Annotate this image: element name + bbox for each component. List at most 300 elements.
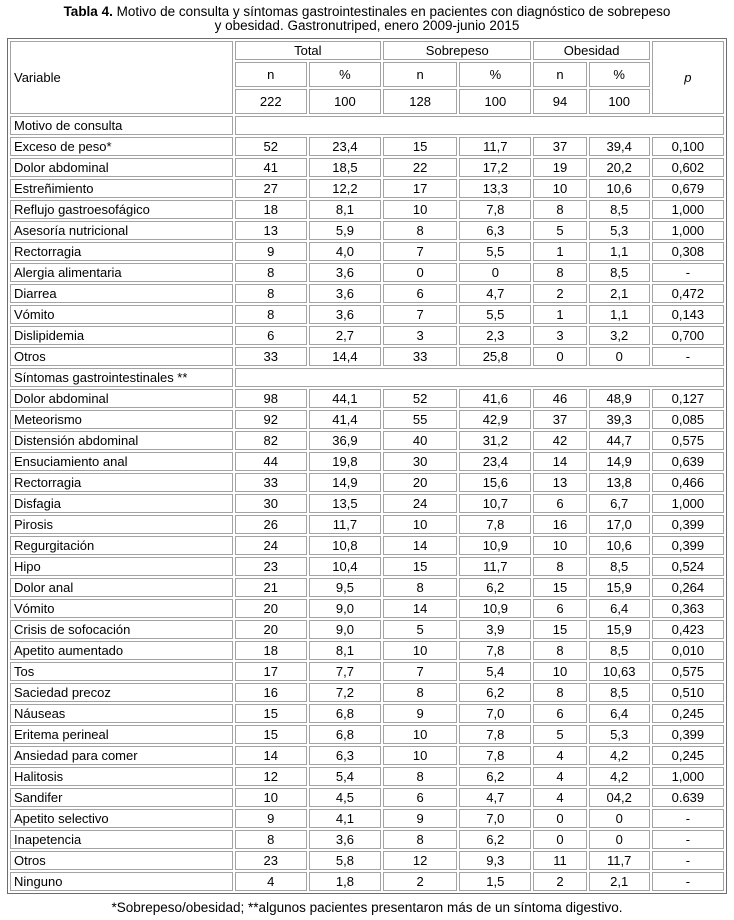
value-cell: 0,010 xyxy=(652,641,724,660)
value-cell: 0,700 xyxy=(652,326,724,345)
value-cell: 8,5 xyxy=(589,200,650,219)
value-cell: - xyxy=(652,263,724,282)
value-cell: 6,8 xyxy=(309,725,381,744)
value-cell: 33 xyxy=(235,473,307,492)
variable-cell: Náuseas xyxy=(10,704,233,723)
variable-cell: Asesoría nutricional xyxy=(10,221,233,240)
variable-cell: Distensión abdominal xyxy=(10,431,233,450)
data-table xyxy=(7,38,727,894)
variable-cell: Alergia alimentaria xyxy=(10,263,233,282)
table-row xyxy=(10,872,724,891)
value-cell: 17 xyxy=(383,179,457,198)
value-cell: 16 xyxy=(533,515,586,534)
value-cell: 23 xyxy=(235,557,307,576)
value-cell: - xyxy=(652,872,724,891)
table-row xyxy=(10,515,724,534)
value-cell: 41,6 xyxy=(459,389,531,408)
value-cell: 37 xyxy=(533,137,586,156)
value-cell: 0 xyxy=(589,830,650,849)
section-label: Motivo de consulta xyxy=(10,116,233,135)
table-row xyxy=(10,389,724,408)
value-cell: 0 xyxy=(533,809,586,828)
value-cell: 0,363 xyxy=(652,599,724,618)
table-row xyxy=(10,158,724,177)
value-cell: 55 xyxy=(383,410,457,429)
value-cell: 6 xyxy=(383,284,457,303)
value-cell: 5,4 xyxy=(459,662,531,681)
value-cell: 44,1 xyxy=(309,389,381,408)
value-cell: 41 xyxy=(235,158,307,177)
value-cell: 2,7 xyxy=(309,326,381,345)
table-row xyxy=(10,221,724,240)
table-row xyxy=(10,683,724,702)
value-cell: 0,127 xyxy=(652,389,724,408)
value-cell: 10 xyxy=(383,515,457,534)
value-cell: 18 xyxy=(235,200,307,219)
value-cell: 0,602 xyxy=(652,158,724,177)
value-cell: 12 xyxy=(235,767,307,786)
value-cell: 10,9 xyxy=(459,536,531,555)
value-cell: 20 xyxy=(235,620,307,639)
value-cell: 1,1 xyxy=(589,242,650,261)
value-cell: 82 xyxy=(235,431,307,450)
value-cell: 20,2 xyxy=(589,158,650,177)
value-cell: 10 xyxy=(533,179,586,198)
value-cell: 14 xyxy=(533,452,586,471)
value-cell: 13,5 xyxy=(309,494,381,513)
variable-cell: Ansiedad para comer xyxy=(10,746,233,765)
value-cell: 0,085 xyxy=(652,410,724,429)
col-header-p: p xyxy=(652,41,724,114)
value-cell: 5,9 xyxy=(309,221,381,240)
value-cell: 7 xyxy=(383,242,457,261)
value-cell: 0,510 xyxy=(652,683,724,702)
table-row xyxy=(10,242,724,261)
value-cell: 5,4 xyxy=(309,767,381,786)
value-cell: - xyxy=(652,830,724,849)
variable-cell: Dolor anal xyxy=(10,578,233,597)
value-cell: 0,399 xyxy=(652,536,724,555)
value-cell: 8,5 xyxy=(589,683,650,702)
subheader-sobrepeso-pct: % xyxy=(459,62,531,87)
value-cell: 0,639 xyxy=(652,452,724,471)
col-group-sobrepeso: Sobrepeso xyxy=(383,41,531,60)
value-cell: 0,399 xyxy=(652,515,724,534)
table-row xyxy=(10,557,724,576)
value-cell: 1,000 xyxy=(652,221,724,240)
value-cell: 6,8 xyxy=(309,704,381,723)
value-cell: 3,2 xyxy=(589,326,650,345)
value-cell: 8 xyxy=(533,263,586,282)
value-cell: 0,575 xyxy=(652,662,724,681)
table-row xyxy=(10,746,724,765)
value-cell: 14 xyxy=(383,599,457,618)
value-cell: 3,6 xyxy=(309,263,381,282)
value-cell: 9 xyxy=(383,704,457,723)
value-cell: 7 xyxy=(383,305,457,324)
value-cell: 15 xyxy=(235,704,307,723)
value-cell: 20 xyxy=(235,599,307,618)
value-cell: 20 xyxy=(383,473,457,492)
value-cell: - xyxy=(652,347,724,366)
section-label: Síntomas gastrointestinales ** xyxy=(10,368,233,387)
table-row xyxy=(10,662,724,681)
value-cell: 0,679 xyxy=(652,179,724,198)
value-cell: 98 xyxy=(235,389,307,408)
value-cell: 1 xyxy=(533,242,586,261)
variable-cell: Eritema perineal xyxy=(10,725,233,744)
value-cell: 8 xyxy=(235,305,307,324)
value-cell: 6 xyxy=(533,704,586,723)
variable-cell: Meteorismo xyxy=(10,410,233,429)
value-cell: 8 xyxy=(235,263,307,282)
value-cell: 4,5 xyxy=(309,788,381,807)
value-cell: 1,000 xyxy=(652,767,724,786)
table-row xyxy=(10,179,724,198)
value-cell: 42 xyxy=(533,431,586,450)
table-row xyxy=(10,536,724,555)
value-cell: 8 xyxy=(383,578,457,597)
table-row xyxy=(10,431,724,450)
value-cell: 1,000 xyxy=(652,494,724,513)
col-group-obesidad: Obesidad xyxy=(533,41,649,60)
value-cell: 4,1 xyxy=(309,809,381,828)
value-cell: 5,5 xyxy=(459,305,531,324)
table-title-line2: y obesidad. Gastronutriped, enero 2009-junio 2015 xyxy=(214,18,520,33)
value-cell: 0,524 xyxy=(652,557,724,576)
variable-cell: Ensuciamiento anal xyxy=(10,452,233,471)
value-cell: 15 xyxy=(533,620,586,639)
variable-cell: Dolor abdominal xyxy=(10,158,233,177)
value-cell: 33 xyxy=(383,347,457,366)
variable-cell: Crisis de sofocación xyxy=(10,620,233,639)
value-cell: 4 xyxy=(533,767,586,786)
value-cell: 10,9 xyxy=(459,599,531,618)
value-cell: 13 xyxy=(533,473,586,492)
value-cell: 0,575 xyxy=(652,431,724,450)
section-empty-cell xyxy=(235,116,724,135)
value-cell: 3,6 xyxy=(309,830,381,849)
value-cell: 9 xyxy=(383,809,457,828)
value-cell: 22 xyxy=(383,158,457,177)
value-cell: 10 xyxy=(383,200,457,219)
value-cell: 6 xyxy=(533,599,586,618)
variable-cell: Halitosis xyxy=(10,767,233,786)
value-cell: 0 xyxy=(383,263,457,282)
value-cell: 6,2 xyxy=(459,683,531,702)
variable-cell: Saciedad precoz xyxy=(10,683,233,702)
table-row xyxy=(10,347,724,366)
value-cell: 15,6 xyxy=(459,473,531,492)
variable-cell: Hipo xyxy=(10,557,233,576)
value-cell: 6,4 xyxy=(589,599,650,618)
variable-cell: Apetito selectivo xyxy=(10,809,233,828)
value-cell: 7,7 xyxy=(309,662,381,681)
value-cell: 18,5 xyxy=(309,158,381,177)
value-cell: 48,9 xyxy=(589,389,650,408)
table-row xyxy=(10,851,724,870)
value-cell: 24 xyxy=(383,494,457,513)
value-cell: 0,245 xyxy=(652,746,724,765)
table-row xyxy=(10,200,724,219)
value-cell: 6 xyxy=(383,788,457,807)
value-cell: 8 xyxy=(533,557,586,576)
value-cell: 5,3 xyxy=(589,221,650,240)
value-cell: 19,8 xyxy=(309,452,381,471)
variable-cell: Regurgitación xyxy=(10,536,233,555)
variable-cell: Estreñimiento xyxy=(10,179,233,198)
table-row xyxy=(10,620,724,639)
value-cell: 14,9 xyxy=(309,473,381,492)
value-cell: 6,2 xyxy=(459,767,531,786)
value-cell: 10,6 xyxy=(589,536,650,555)
value-cell: 0 xyxy=(459,263,531,282)
value-cell: 21 xyxy=(235,578,307,597)
value-cell: 10,8 xyxy=(309,536,381,555)
table-title-line1 xyxy=(0,5,734,19)
table-title-number: Tabla 4. xyxy=(63,4,113,19)
value-cell: 7,8 xyxy=(459,515,531,534)
value-cell: 0,399 xyxy=(652,725,724,744)
value-cell: 10 xyxy=(383,725,457,744)
value-cell: 0,466 xyxy=(652,473,724,492)
table-row xyxy=(10,284,724,303)
value-cell: 5,5 xyxy=(459,242,531,261)
value-cell: 15 xyxy=(235,725,307,744)
value-cell: 23,4 xyxy=(309,137,381,156)
value-cell: 52 xyxy=(383,389,457,408)
value-cell: 4 xyxy=(533,746,586,765)
col-header-variable: Variable xyxy=(10,41,233,114)
value-cell: 25,8 xyxy=(459,347,531,366)
table-row xyxy=(10,494,724,513)
value-cell: 0 xyxy=(533,830,586,849)
value-cell: 0,264 xyxy=(652,578,724,597)
subheader-sobrepeso-n: n xyxy=(383,62,457,87)
value-cell: 4,0 xyxy=(309,242,381,261)
value-cell: 11,7 xyxy=(459,557,531,576)
value-cell: 14,4 xyxy=(309,347,381,366)
value-cell: 04,2 xyxy=(589,788,650,807)
table-head xyxy=(10,41,724,114)
value-cell: 6,2 xyxy=(459,830,531,849)
table-row xyxy=(10,767,724,786)
value-cell: 2,3 xyxy=(459,326,531,345)
value-cell: 18 xyxy=(235,641,307,660)
value-cell: 6,3 xyxy=(459,221,531,240)
value-cell: 5,8 xyxy=(309,851,381,870)
value-cell: 14,9 xyxy=(589,452,650,471)
table-row xyxy=(10,599,724,618)
value-cell: 44,7 xyxy=(589,431,650,450)
value-cell: 0.639 xyxy=(652,788,724,807)
value-cell: 5 xyxy=(533,725,586,744)
table-row xyxy=(10,578,724,597)
value-cell: 31,2 xyxy=(459,431,531,450)
table-row xyxy=(10,137,724,156)
value-cell: 33 xyxy=(235,347,307,366)
value-cell: 4 xyxy=(235,872,307,891)
value-cell: 0,308 xyxy=(652,242,724,261)
table-row xyxy=(10,473,724,492)
value-cell: 92 xyxy=(235,410,307,429)
variable-cell: Apetito aumentado xyxy=(10,641,233,660)
value-cell: 8 xyxy=(383,767,457,786)
value-cell: 10 xyxy=(533,536,586,555)
table-row xyxy=(10,704,724,723)
value-cell: 0 xyxy=(533,347,586,366)
value-cell: 1,000 xyxy=(652,200,724,219)
section-row xyxy=(10,368,724,387)
section-empty-cell xyxy=(235,368,724,387)
value-cell: 6,4 xyxy=(589,704,650,723)
value-cell: 3 xyxy=(533,326,586,345)
value-cell: 3 xyxy=(383,326,457,345)
value-cell: 4,7 xyxy=(459,788,531,807)
subheader-obesidad-pct: % xyxy=(589,62,650,87)
table-row xyxy=(10,641,724,660)
value-cell: - xyxy=(652,809,724,828)
variable-cell: Ninguno xyxy=(10,872,233,891)
value-cell: 7,8 xyxy=(459,746,531,765)
value-cell: 15 xyxy=(383,557,457,576)
table-row xyxy=(10,410,724,429)
value-cell: 8,5 xyxy=(589,641,650,660)
value-cell: 4,2 xyxy=(589,746,650,765)
value-cell: 27 xyxy=(235,179,307,198)
value-cell: 9 xyxy=(235,242,307,261)
value-cell: 0,423 xyxy=(652,620,724,639)
value-cell: 7,8 xyxy=(459,641,531,660)
value-cell: 3,6 xyxy=(309,284,381,303)
variable-cell: Vómito xyxy=(10,305,233,324)
variable-cell: Vómito xyxy=(10,599,233,618)
value-cell: 7,8 xyxy=(459,200,531,219)
value-cell: 8 xyxy=(383,683,457,702)
value-cell: 8 xyxy=(383,221,457,240)
value-cell: 9,3 xyxy=(459,851,531,870)
total-pct-value: 100 xyxy=(309,89,381,114)
value-cell: 8,5 xyxy=(589,557,650,576)
value-cell: 12,2 xyxy=(309,179,381,198)
value-cell: 11,7 xyxy=(309,515,381,534)
value-cell: 14 xyxy=(383,536,457,555)
obesidad-n-value: 94 xyxy=(533,89,586,114)
value-cell: 0,100 xyxy=(652,137,724,156)
value-cell: 2 xyxy=(383,872,457,891)
value-cell: 37 xyxy=(533,410,586,429)
value-cell: 7,0 xyxy=(459,809,531,828)
value-cell: 19 xyxy=(533,158,586,177)
value-cell: 39,4 xyxy=(589,137,650,156)
value-cell: 0 xyxy=(589,809,650,828)
value-cell: 39,3 xyxy=(589,410,650,429)
value-cell: 15,9 xyxy=(589,578,650,597)
variable-cell: Dolor abdominal xyxy=(10,389,233,408)
value-cell: 0,143 xyxy=(652,305,724,324)
value-cell: 7,8 xyxy=(459,725,531,744)
value-cell: 10 xyxy=(383,641,457,660)
value-cell: 42,9 xyxy=(459,410,531,429)
value-cell: 7,0 xyxy=(459,704,531,723)
variable-cell: Rectorragia xyxy=(10,242,233,261)
variable-cell: Sandifer xyxy=(10,788,233,807)
value-cell: 8 xyxy=(533,641,586,660)
value-cell: 30 xyxy=(383,452,457,471)
value-cell: 10,6 xyxy=(589,179,650,198)
value-cell: 5,3 xyxy=(589,725,650,744)
value-cell: 1,8 xyxy=(309,872,381,891)
variable-cell: Pirosis xyxy=(10,515,233,534)
value-cell: 6 xyxy=(533,494,586,513)
variable-cell: Dislipidemia xyxy=(10,326,233,345)
value-cell: 9,5 xyxy=(309,578,381,597)
variable-cell: Disfagia xyxy=(10,494,233,513)
value-cell: 6,7 xyxy=(589,494,650,513)
variable-cell: Diarrea xyxy=(10,284,233,303)
table-title xyxy=(0,5,734,33)
footnote: *Sobrepeso/obesidad; **algunos pacientes presentaron más de un síntoma digestivo. xyxy=(111,900,623,915)
value-cell: 8 xyxy=(383,830,457,849)
value-cell: 4 xyxy=(533,788,586,807)
table-row xyxy=(10,326,724,345)
value-cell: 10,7 xyxy=(459,494,531,513)
value-cell: 40 xyxy=(383,431,457,450)
value-cell: 10 xyxy=(383,746,457,765)
value-cell: 2 xyxy=(533,872,586,891)
value-cell: 11 xyxy=(533,851,586,870)
value-cell: 8,1 xyxy=(309,641,381,660)
value-cell: 5 xyxy=(383,620,457,639)
subheader-obesidad-n: n xyxy=(533,62,586,87)
subheader-total-n: n xyxy=(235,62,307,87)
value-cell: 10,63 xyxy=(589,662,650,681)
value-cell: 8 xyxy=(533,683,586,702)
value-cell: 41,4 xyxy=(309,410,381,429)
table-body xyxy=(10,116,724,891)
value-cell: 30 xyxy=(235,494,307,513)
value-cell: 6,2 xyxy=(459,578,531,597)
variable-cell: Reflujo gastroesofágico xyxy=(10,200,233,219)
obesidad-pct-value: 100 xyxy=(589,89,650,114)
value-cell: 44 xyxy=(235,452,307,471)
sobrepeso-n-value: 128 xyxy=(383,89,457,114)
table-row xyxy=(10,263,724,282)
value-cell: 4,2 xyxy=(589,767,650,786)
value-cell: 10,4 xyxy=(309,557,381,576)
value-cell: 7 xyxy=(383,662,457,681)
table-row xyxy=(10,788,724,807)
value-cell: 7,2 xyxy=(309,683,381,702)
section-row xyxy=(10,116,724,135)
table-row xyxy=(10,305,724,324)
table-row xyxy=(10,809,724,828)
variable-cell: Rectorragia xyxy=(10,473,233,492)
value-cell: 24 xyxy=(235,536,307,555)
total-n-value: 222 xyxy=(235,89,307,114)
value-cell: 13,3 xyxy=(459,179,531,198)
value-cell: 12 xyxy=(383,851,457,870)
value-cell: 8,5 xyxy=(589,263,650,282)
variable-cell: Tos xyxy=(10,662,233,681)
table-title-text: Motivo de consulta y síntomas gastrointestinales en pacientes con diagnóstico de sobrepeso xyxy=(112,4,671,19)
value-cell: 8 xyxy=(235,830,307,849)
variable-cell: Exceso de peso* xyxy=(10,137,233,156)
variable-cell: Inapetencia xyxy=(10,830,233,849)
value-cell: 17,0 xyxy=(589,515,650,534)
value-cell: 9,0 xyxy=(309,620,381,639)
variable-cell: Otros xyxy=(10,851,233,870)
